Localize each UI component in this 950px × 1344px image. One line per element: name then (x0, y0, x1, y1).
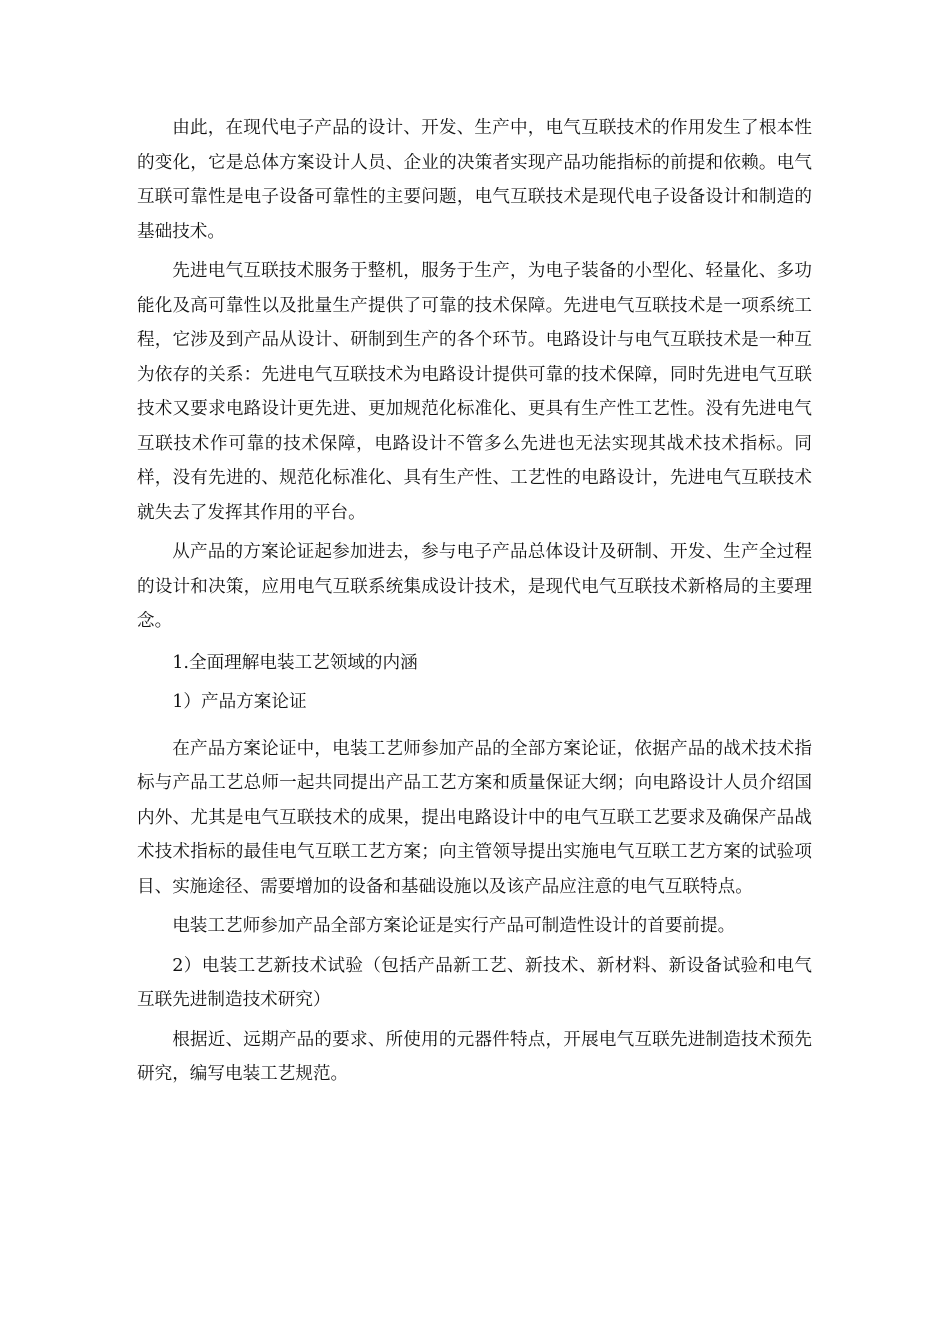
subsection-heading-proposal: 1）产品方案论证 (172, 692, 307, 712)
document-page (137, 111, 812, 1092)
paragraph-significance: 由此，在现代电子产品的设计、开发、生产中，电气互联技术的作用发生了根本性的变化，它是总体方案设计人员、企业的决策者实现产品功能指标的前提和依赖。电气互联可靠性是电子设备可靠性的主要问题，电气互联技术是现代电子设备设计和制造的基础技术。 (137, 118, 812, 242)
paragraph-design-philosophy: 从产品的方案论证起参加进去，参与电子产品总体设计及研制、开发、生产全过程的设计和决策，应用电气互联系统集成设计技术，是现代电气互联技术新格局的主要理念。 (137, 542, 812, 631)
paragraph-preliminary-research: 根据近、远期产品的要求、所使用的元器件特点，开展电气互联先进制造技术预先研究，编写电装工艺规范。 (137, 1029, 812, 1084)
paragraph-premise: 电装工艺师参加产品全部方案论证是实行产品可制造性设计的首要前提。 (172, 916, 736, 936)
paragraph-advanced-interconnect: 先进电气互联技术服务于整机，服务于生产，为电子装备的小型化、轻量化、多功能化及高可靠性以及批量生产提供了可靠的技术保障。先进电气互联技术是一项系统工程，它涉及到产品从设计、研制到生产的各个环节。电路设计与电气互联技术是一种互为依存的关系：先进电气互联技术为电路设计提供可靠的技术保障，同时先进电气互联技术又要求电路设计更先进、更加规范化标准化、更具有生产性工艺性。没有先进电气互联技术作可靠的技术保障，电路设计不管多么先进也无法实现其战术技术指标。同样，没有先进的、规范化标准化、具有生产性、工艺性的电路设计，先进电气互联技术就失去了发挥其作用的平台。 (137, 261, 812, 523)
paragraph-proposal-demonstration: 在产品方案论证中，电装工艺师参加产品的全部方案论证，依据产品的战术技术指标与产品工艺总师一起共同提出产品工艺方案和质量保证大纲；向电路设计人员介绍国内外、尤其是电气互联技术的成果，提出电路设计中的电气互联工艺要求及确保产品战术技术指标的最佳电气互联工艺方案；向主管领导提出实施电气互联工艺方案的试验项目、实施途径、需要增加的设备和基础设施以及该产品应注意的电气互联特点。 (137, 738, 812, 897)
section-heading-scope: 1.全面理解电装工艺领域的内涵 (172, 652, 418, 673)
subsection-heading-new-tech: 2）电装工艺新技术试验（包括产品新工艺、新技术、新材料、新设备试验和电气互联先进制造技术研究） (137, 955, 812, 1010)
